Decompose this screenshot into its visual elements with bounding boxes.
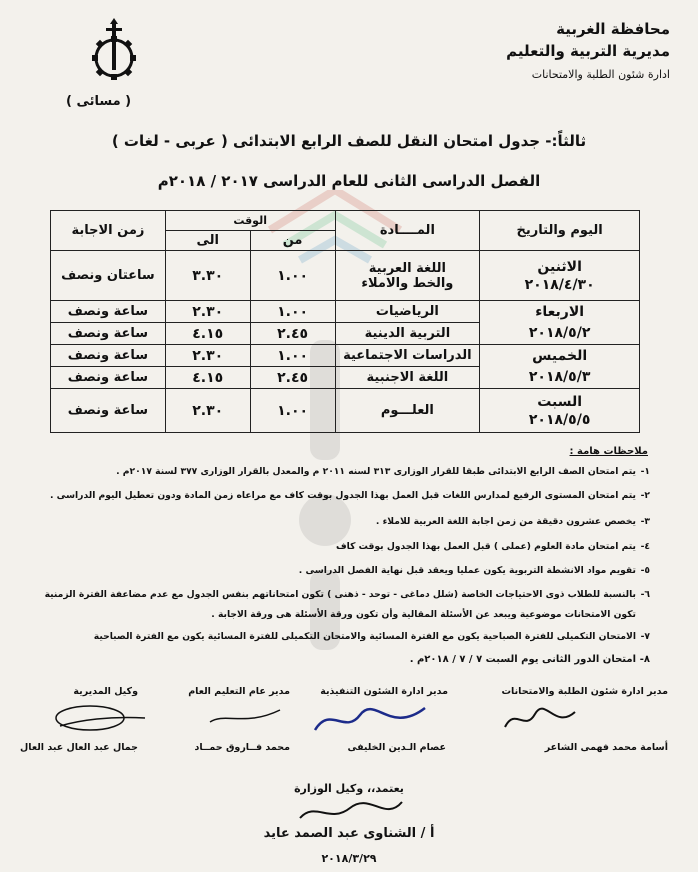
note-text: امتحان الدور الثانى يوم السبت ٧ / ٧ / ٢٠١٨م . — [409, 654, 636, 665]
time-from: ٢.٤٥ — [250, 367, 335, 389]
subject-name: التربية الدينية — [335, 323, 480, 345]
note-text: يتم امتحان الصف الرابع الابتدائى طبقا للقرار الوزارى ٣١٣ لسنه ٢٠١١ م والمعدل بالقرار الوزارى ٣٧٧ لسنة ٢٠١٧م . — [116, 466, 636, 477]
duration: ساعة ونصف — [51, 367, 166, 389]
approver-name: أ / الشناوى عبد الصمد عايد — [263, 826, 435, 841]
notes-heading: ملاحظات هامة : — [569, 446, 648, 457]
note-item — [40, 654, 650, 665]
day-date-cell — [480, 251, 640, 301]
signature-name: محمد فــاروق حمــاد — [194, 742, 290, 753]
note-item — [40, 541, 650, 552]
directorate-name: مديرية التربية والتعليم — [506, 42, 670, 60]
note-item — [40, 609, 650, 620]
document-subtitle: الفصل الدراسى الثانى للعام الدراسى ٢٠١٧ / ٢٠١٨م — [157, 172, 541, 190]
note-number: ١- — [640, 466, 650, 477]
time-from: ١.٠٠ — [250, 345, 335, 367]
exam-schedule-table — [50, 210, 640, 433]
time-from: ١.٠٠ — [250, 251, 335, 301]
header-to: الى — [165, 231, 250, 251]
note-text: بالنسبة للطلاب ذوى الاحتياجات الخاصة (شلل دماغى - توحد - ذهنى ) تكون امتحاناتهم بنفس الجدول مع عدم مضاعفة الفترة الزمنية — [44, 589, 636, 600]
duration: ساعة ونصف — [51, 389, 166, 433]
note-text: يخصص عشرون دقيقة من زمن اجابة اللغة العربية للاملاء . — [375, 516, 636, 527]
duration: ساعتان ونصف — [51, 251, 166, 301]
signature-name: جمال عبد العال عبد العال — [20, 742, 138, 753]
table-row — [51, 367, 640, 389]
note-text: الامتحان التكميلى للفترة الصباحية يكون مع الفترة المسائية والامتحان التكميلى للفترة المسائية يكون مع الفترة الصباحية — [93, 631, 636, 642]
note-number: ٨- — [639, 654, 650, 665]
time-to: ٣.٣٠ — [165, 251, 250, 301]
header-day-date: اليوم والتاريخ — [480, 211, 640, 251]
table-row — [51, 323, 640, 345]
gear-logo-icon — [86, 18, 142, 92]
handwritten-signature-icon — [205, 702, 285, 732]
handwritten-signature-icon — [50, 698, 150, 738]
exam-date: ٢٠١٨/٥/٢ — [480, 323, 640, 345]
signature-name: عصام الـدين الخليفى — [347, 742, 446, 753]
note-text: تكون الامتحانات موضوعية ويبعد عن الأسئلة المقالية وأن تكون ورقة الأسئلة هى ورقة الاجابة . — [211, 609, 636, 620]
duration: ساعة ونصف — [51, 301, 166, 323]
duration: ساعة ونصف — [51, 345, 166, 367]
signature-title: مدير عام التعليم العام — [188, 686, 290, 697]
note-number: ٤- — [640, 541, 650, 552]
exam-date: ٢٠١٨/٥/٥ — [528, 411, 591, 428]
time-to: ٢.٣٠ — [165, 301, 250, 323]
note-item — [40, 589, 650, 600]
shift-label: ( مسائى ) — [66, 94, 132, 109]
note-item — [40, 565, 650, 576]
time-to: ٤.١٥ — [165, 323, 250, 345]
day-name: الخميس — [480, 345, 640, 367]
handwritten-signature-icon — [310, 700, 430, 740]
table-row — [51, 301, 640, 323]
note-number: ٣- — [640, 516, 650, 527]
time-to: ٤.١٥ — [165, 367, 250, 389]
time-from: ٢.٤٥ — [250, 323, 335, 345]
subject-name: الدراسات الاجتماعية — [335, 345, 480, 367]
table-row — [51, 251, 640, 301]
note-item — [40, 466, 650, 477]
signature-title: مدير ادارة شئون الطلبة والامتحانات — [501, 686, 668, 697]
signature-title: مدير ادارة الشئون التنفيذية — [320, 686, 448, 697]
table-row — [51, 345, 640, 367]
note-text: يتم امتحان مادة العلوم (عملى ) قبل العمل بهذا الجدول بوقت كاف — [336, 541, 636, 552]
time-from: ١.٠٠ — [250, 301, 335, 323]
handwritten-signature-icon — [500, 702, 580, 736]
day-name: الاربعاء — [480, 301, 640, 323]
approval-date: ٢٠١٨/٣/٢٩ — [321, 852, 377, 865]
time-to: ٢.٣٠ — [165, 345, 250, 367]
header-time: الوقت — [165, 211, 335, 231]
document-title: ثالثاً:- جدول امتحان النقل للصف الرابع الابتدائى ( عربى - لغات ) — [111, 132, 587, 150]
subject-name: اللغة العربية — [368, 260, 446, 276]
subject-cell — [335, 251, 480, 301]
time-to: ٢.٣٠ — [165, 389, 250, 433]
note-number: ٥- — [640, 565, 650, 576]
note-item — [40, 631, 650, 642]
approval-label: يعتمد،، وكيل الوزارة — [294, 782, 404, 795]
duration: ساعة ونصف — [51, 323, 166, 345]
signature-title: وكيل المديرية — [73, 686, 138, 697]
header-subject: المــــادة — [335, 211, 480, 251]
exam-date: ٢٠١٨/٥/٣ — [480, 367, 640, 389]
note-text: تقويم مواد الانشطة التربوية يكون عمليا ويعقد قبل نهاية الفصل الدراسى . — [298, 565, 636, 576]
day-date-cell — [480, 389, 640, 433]
day-name: السبت — [537, 393, 583, 410]
subject-name-extra: والخط والاملاء — [361, 275, 454, 291]
subject-name: العلـــوم — [335, 389, 480, 433]
note-text: يتم امتحان المستوى الرفيع لمدارس اللغات قبل العمل بهذا الجدول بوقت كاف مع مراعاه زمن المادة ودون تعطيل اليوم الدراسى . — [49, 490, 636, 501]
note-number: ٢- — [640, 490, 650, 501]
note-number: ٧- — [640, 631, 650, 642]
note-item — [40, 516, 650, 527]
day-name: الاثنين — [537, 258, 582, 275]
governorate-name: محافظة الغربية — [556, 20, 670, 38]
department-name: ادارة شئون الطلبة والامتحانات — [531, 68, 670, 81]
table-row — [51, 389, 640, 433]
note-item — [40, 490, 650, 501]
handwritten-signature-icon — [290, 796, 410, 826]
header-from: من — [250, 231, 335, 251]
note-number: ٦- — [640, 589, 650, 600]
subject-name: الرياضيات — [335, 301, 480, 323]
header-duration: زمن الاجابة — [51, 211, 166, 251]
subject-name: اللغة الاجنبية — [335, 367, 480, 389]
signature-name: أسامة محمد فهمى الشاعر — [544, 742, 668, 753]
time-from: ١.٠٠ — [250, 389, 335, 433]
exam-date: ٢٠١٨/٤/٣٠ — [524, 276, 595, 293]
